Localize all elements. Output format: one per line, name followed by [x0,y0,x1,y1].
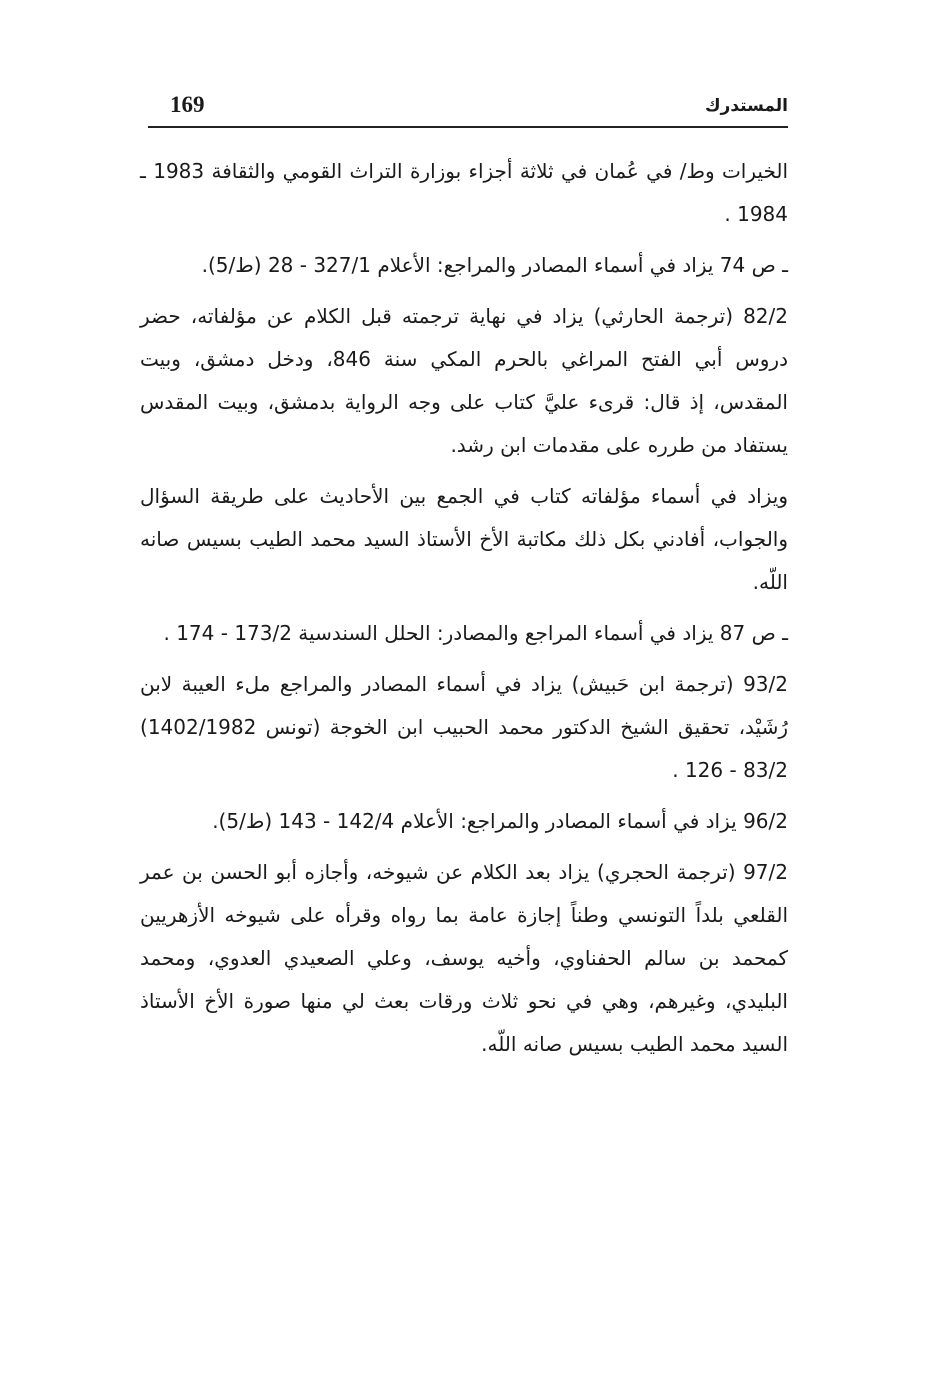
running-header-title: المستدرك [704,96,788,116]
paragraph: 82/2 (ترجمة الحارثي) يزاد في نهاية ترجمته قبل الكلام عن مؤلفاته، حضر دروس أبي الفتح المراغي بالحرم المكي سنة 846، ودخل دمشق، وبيت المقدس، إذ قال: قرىء عليَّ كتاب على وجه الرواية بدمشق، وبيت المقدس يستفاد من طرره على مقدمات ابن رشد. [140,304,788,457]
paragraph: 93/2 (ترجمة ابن حَبيش) يزاد في أسماء المصادر والمراجع ملء العيبة لابن رُشَيْد، تحقيق الشيخ الدكتور محمد الحبيب ابن الخوجة (تونس 1402/1982) 83/2 - 126 . [140,672,788,782]
body-text [140,150,788,1074]
paragraph: ـ ص 74 يزاد في أسماء المصادر والمراجع: الأعلام 327/1 - 28 (ط/5). [201,253,788,277]
paragraph: الخيرات وط/ في عُمان في ثلاثة أجزاء بوزارة التراث القومي والثقافة 1983 ـ 1984 . [140,159,788,226]
paragraph: ويزاد في أسماء مؤلفاته كتاب في الجمع بين الأحاديث على طريقة السؤال والجواب، أفادني بكل ذلك مكاتبة الأخ الأستاذ السيد محمد الطيب بسيس صانه اللّه. [140,484,788,594]
paragraph: 96/2 يزاد في أسماء المصادر والمراجع: الأعلام 142/4 - 143 (ط/5). [212,809,788,833]
page-number: 169 [170,92,205,117]
paragraph: 97/2 (ترجمة الحجري) يزاد بعد الكلام عن شيوخه، وأجازه أبو الحسن بن عمر القلعي بلداً التونسي وطناً إجازة عامة بما رواه وقرأه على شيوخه الأزهريين كمحمد بن سالم الحفناوي، وأخيه يوسف، وعلي الصعيدي العدوي، ومحمد البليدي، وغيرهم، وهي في نحو ثلاث ورقات بعث لي منها صورة الأخ الأستاذ السيد محمد الطيب بسيس صانه اللّه. [140,860,788,1056]
paragraph: ـ ص 87 يزاد في أسماء المراجع والمصادر: الحلل السندسية 173/2 - 174 . [163,621,788,645]
running-header [148,86,788,128]
